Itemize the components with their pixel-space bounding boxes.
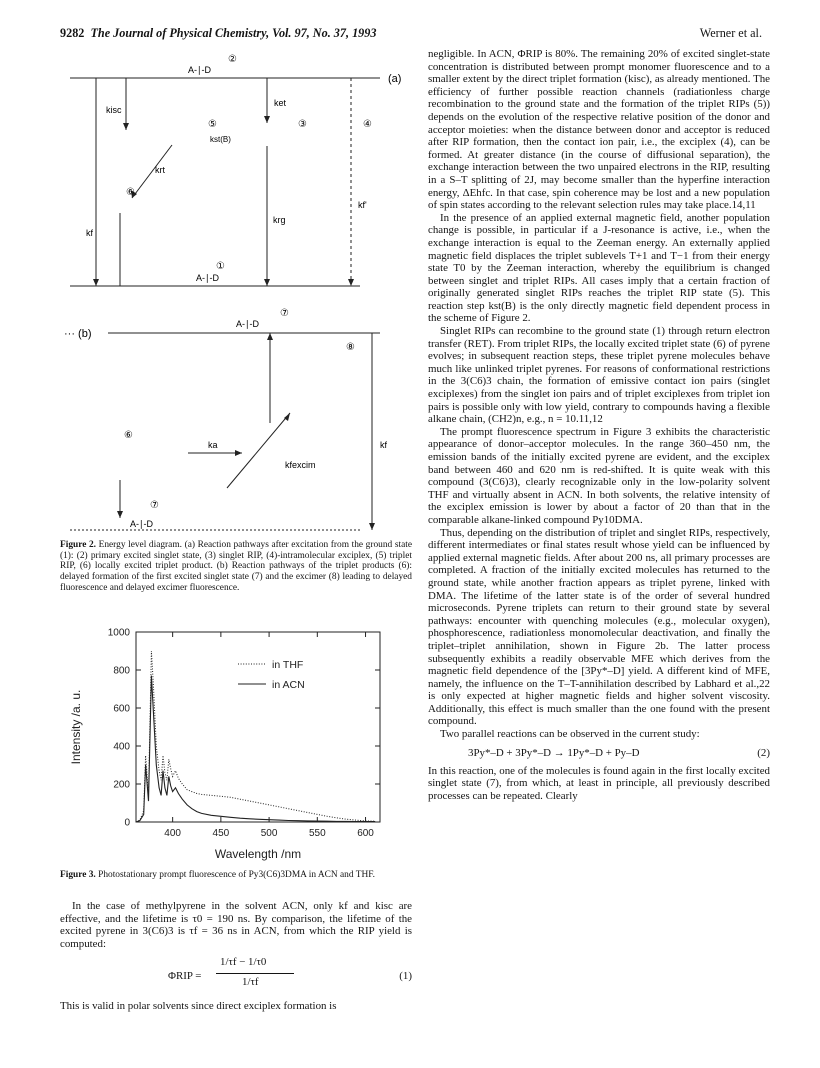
right-paragraph-6: Two parallel reactions can be observed in the current study: — [440, 728, 700, 741]
circle-8-b: ⑧ — [346, 342, 355, 353]
eq1-den: 1/τf — [242, 976, 259, 989]
page-header — [60, 26, 762, 46]
x-tick-label: 550 — [308, 828, 326, 839]
x-tick-label: 450 — [212, 828, 230, 839]
eq1-number: (1) — [399, 970, 412, 983]
eq2-body: 3Py*–D + 3Py*–D → 1Py*–D + Py–D — [468, 746, 640, 759]
label-ket: ket — [274, 98, 287, 108]
y-tick-label: 400 — [113, 741, 130, 753]
legend-label-acn: in ACN — [272, 679, 305, 691]
molecule-excited-b: A-∣-D — [236, 319, 259, 329]
label-kst: kst(B) — [210, 135, 231, 144]
circle-2-a: ② — [228, 54, 237, 65]
series-line-thf — [136, 651, 375, 822]
page-number: 9282 — [60, 26, 85, 40]
molecule-ground-b: A-∣-D — [130, 519, 153, 529]
figure-3-caption-label: Figure 3. — [60, 870, 96, 880]
series-line-acn — [136, 676, 375, 822]
y-tick-label: 800 — [113, 665, 130, 677]
y-tick-label: 600 — [113, 703, 130, 715]
circle-6-b: ⑥ — [124, 430, 133, 441]
eq1-bar — [216, 973, 294, 974]
x-tick-label: 400 — [164, 828, 181, 839]
label-kf-prime: kf' — [358, 200, 367, 210]
eq1-lhs: ΦRIP = — [168, 970, 202, 983]
header-left — [60, 26, 376, 41]
circle-4-a: ④ — [363, 119, 372, 130]
label-ka: ka — [208, 440, 218, 450]
molecule-ground-a: A-∣-D — [196, 273, 219, 283]
label-kf-b: kf — [380, 440, 388, 450]
circle-6-a: ⑥ — [126, 187, 135, 198]
figure-2-diagram — [60, 48, 412, 538]
right-paragraph-3: Singlet RIPs can recombine to the ground state (1) through return electron transfer (RET). From triplet RIPs, the locally excited triplet state (6) of pyrene evolves; in subsequent reaction steps, these triplet pyrene molecules behave much like unlinked triplet pyrenes. For reasons of conformational restrictions in the 3(C6)3 chain, the formation of emissive contact ion pairs (singlet exciplexes) from the singlet ion pairs and of triplet exciplexes from triplet ion pairs is possible only with low yield, contrary to compounds having a flexible alkane chain, (CH2)n, e.g., n = 10.11,12 — [428, 325, 770, 426]
label-kf-excim: kfexcim — [285, 460, 316, 470]
left-body — [60, 900, 412, 1013]
label-kf-a: kf — [86, 228, 94, 238]
x-axis-label: Wavelength /nm — [214, 847, 302, 861]
right-column — [428, 48, 770, 1058]
circle-3-a: ③ — [298, 119, 307, 130]
journal-name: The Journal of Physical Chemistry, Vol. 97, No. 37, 1993 — [90, 26, 377, 40]
molecule-excited-a: A-∣-D — [188, 65, 211, 75]
x-tick-label: 600 — [357, 828, 374, 839]
right-paragraph-5: Thus, depending on the distribution of triplet and singlet RIPs, respectively, different intermediates or final states result whose yield can be influenced by applied external magnetic fields. After about 200 ns, all primary processes are completed. A fraction of the initially excited molecules has returned to the ground state, while another fraction appears as triplet pyrene, linked with DMA. The lifetime of the latter state is of the order of several hundred microseconds. Pyrene triplets can return to their ground state by several pathways: encounter with quenching molecules (e.g., molecular oxygen), phosphorescence, radiationless monomolecular deactivation, and finally the triplet–triplet annihilation, shown in Figure 2b. The latter process subsequently exhibits a readily observable MFE which derives from the magnetic field dependence of the [3Py*–D] yield. A different kind of MFE, namely, the influence on the T–T-annihilation described by Labhard et al.,22 is only expected at higher magnetic fields and higher solvent viscosity. Additionally, this effect is much smaller than the one found with the present compound. — [428, 526, 770, 728]
label-kisc: kisc — [106, 105, 122, 115]
circle-5-a: ⑤ — [208, 119, 217, 130]
panel-b-label: ··· (b) — [64, 328, 92, 340]
label-krg: krg — [273, 215, 286, 225]
right-paragraph-1: negligible. In ACN, ΦRIP is 80%. The remaining 20% of excited singlet-state concentration is distributed between prompt monomer fluorescence and to a smaller extent by the direct triplet formation (kisc), as already mentioned. The efficiency of further possible reaction channels (radiationless charge recombination to the ground state and the formation of the triplet RIPs (5)) depends on the evolution of the respective relative position of the donor and acceptor moieties: when the distance between donor and acceptor is reduced after RIP formation, then the contact ion pair, i.e., the exciplex (4), can be formed. At greater distance (in the course of diffusional separation), the exchange interaction between the two unpaired electrons in the RIP, resulting in a S–T splitting of 2J, may become smaller than the hyperfine interaction energy, ΔEhfc. In that case, spin coherence may be lost and a new population of spin states according to the relevant selection rules may take place.14,11 — [428, 48, 770, 212]
figure-2-caption-label: Figure 2. — [60, 540, 97, 550]
eq1-num: 1/τf − 1/τ0 — [220, 956, 267, 969]
figure-2-caption — [60, 540, 412, 594]
left-paragraph-1: In the case of methylpyrene in the solvent ACN, only kf and kisc are effective, and the lifetime is τ0 = 190 ns. By comparison, the lifetime of the excited pyrene in 3(C6)3 is τf = 36 ns in ACN, from which the RIP yield is computed: — [60, 900, 412, 950]
y-tick-label: 0 — [124, 817, 130, 829]
equation-2 — [428, 745, 770, 763]
circle-1-a: ① — [216, 261, 225, 272]
figure-2-caption-text: Energy level diagram. (a) Reaction pathways after excitation from the ground state (1): (2) primary excited singlet state, (3) singlet RIP, (4)-intramolecular exciplex, (5) triplet RIP, (6) locally excited triplet product. (b) Reaction pathways of the triplet products (6): delayed formation of the first excited singlet state (7) and the excimer (8) leading to delayed fluorescence and delayed excimer fluorescence. — [60, 540, 412, 593]
plot-frame — [136, 632, 380, 822]
eq2-number: (2) — [757, 746, 770, 759]
right-paragraph-7: In this reaction, one of the molecules is found again in the first locally excited singlet state (7), from which, at least in principle, all previously described processes can be repeated. Clearly — [428, 764, 770, 802]
figure-3-caption-text: Photostationary prompt fluorescence of Py3(C6)3DMA in ACN and THF. — [98, 870, 376, 880]
figure-3-chart — [60, 626, 412, 866]
circle-7-b2: ⑦ — [150, 500, 159, 511]
y-axis-label: Intensity /a. u. — [69, 689, 83, 765]
x-tick-label: 500 — [260, 828, 278, 839]
legend-label-thf: in THF — [272, 659, 304, 671]
circle-7-b: ⑦ — [280, 308, 289, 319]
left-column — [60, 48, 412, 1058]
right-paragraph-4: The prompt fluorescence spectrum in Figure 3 exhibits the characteristic appearance of donor–acceptor molecules. In the range 360–450 nm, the emission bands of the initially excited pyrene are evident, and the exciplex band between 460 and 620 nm is red-shifted. It is quite weak with this compound (3(C6)3), clearly recognizable only in the low-polarity solvent THF and virtually absent in ACN. In both solvents, the relative intensity of the exciplex emission is lower by about a factor of 20 than that in the comparable alkane-linked compound Py10DMA. — [428, 425, 770, 526]
equation-1 — [60, 956, 412, 1000]
right-paragraph-2: In the presence of an applied external magnetic field, another population change is possible, in particular if a J-resonance is active, i.e., when the exchange interaction is equal to the Zeeman energy. An externally applied magnetic field displaces the triplet sublevels T+1 and T−1 from their energy state T0 by the Zeeman interaction, whereby the equilibrium is changed between singlet and triplet RIPs. All cases imply that a certain fraction of originally generated singlet RIPs reaches the triplet RIP state (5). This reaction step kst(B) is the only directly magnetic field dependent process in the scheme of Figure 2. — [428, 211, 770, 325]
label-krt: krt — [155, 165, 165, 175]
panel-a-label: (a) — [388, 73, 402, 85]
header-authors: Werner et al. — [699, 26, 762, 40]
figure-3-caption — [60, 870, 412, 881]
left-paragraph-2: This is valid in polar solvents since direct exciplex formation is — [60, 1000, 337, 1013]
y-tick-label: 200 — [113, 779, 130, 791]
y-tick-label: 1000 — [107, 627, 130, 639]
